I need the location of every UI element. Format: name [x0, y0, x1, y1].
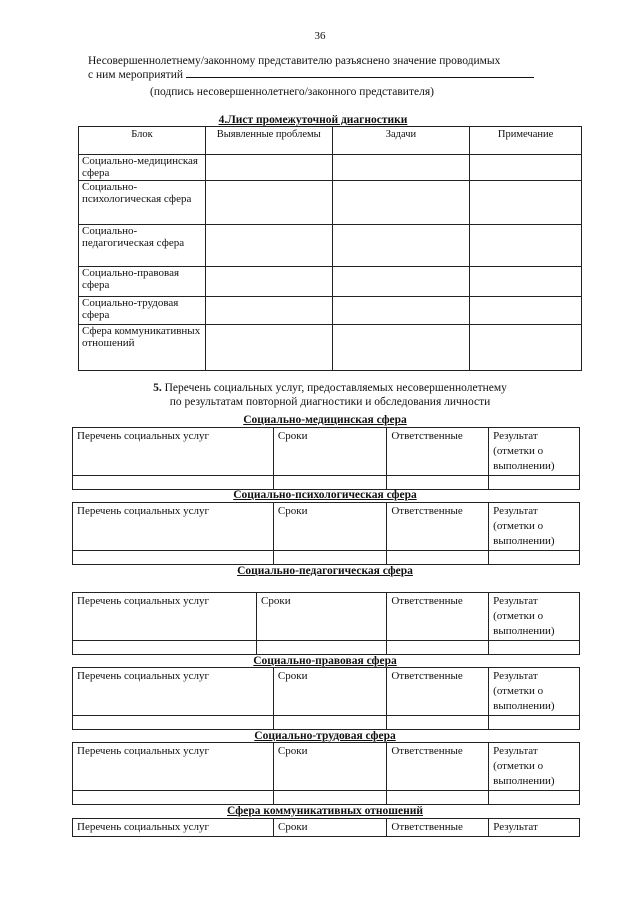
header-result: Результат [489, 819, 580, 837]
header-terms: Сроки [273, 743, 386, 791]
header-terms: Сроки [273, 819, 386, 837]
header-result: Результат (отметки о выполнении) [489, 743, 580, 791]
header-result: Результат (отметки о выполнении) [489, 428, 580, 476]
intro-text [88, 54, 558, 82]
header-result: Результат (отметки о выполнении) [489, 503, 580, 551]
intro-line-2 [88, 68, 558, 82]
header-tasks: Задачи [332, 127, 470, 155]
diagnostics-row-label: Сфера коммуникативных отношений [79, 325, 206, 371]
services-header-row [73, 819, 580, 837]
header-terms: Сроки [273, 428, 386, 476]
section-5-line-2: по результатам повторной диагностики и обследования личности [169, 396, 491, 408]
page-number: 36 [314, 30, 326, 42]
header-services-list: Перечень социальных услуг [73, 743, 274, 791]
services-table [72, 667, 580, 730]
header-responsible: Ответственные [387, 819, 489, 837]
header-responsible: Ответственные [387, 668, 489, 716]
sphere-title: Социально-психологическая сфера [233, 489, 417, 501]
diagnostics-row [79, 297, 582, 325]
header-services-list: Перечень социальных услуг [73, 593, 257, 641]
services-table [72, 502, 580, 565]
signature-line [186, 68, 534, 78]
section-5-line-1: Перечень социальных услуг, предоставляемых несовершеннолетнему [164, 382, 507, 394]
services-header-row [73, 428, 580, 476]
diagnostics-row-label: Социально-правовая сфера [79, 267, 206, 297]
services-table [72, 742, 580, 805]
sphere-title: Социально-медицинская сфера [243, 414, 407, 426]
header-responsible: Ответственные [387, 428, 489, 476]
header-services-list: Перечень социальных услуг [73, 668, 274, 716]
intro-line-2-text: с ним мероприятий [88, 69, 184, 81]
header-terms: Сроки [273, 668, 386, 716]
header-responsible: Ответственные [387, 743, 489, 791]
diagnostics-header-row [79, 127, 582, 155]
services-table [72, 592, 580, 655]
diagnostics-row-label: Социально-педагогическая сфера [79, 225, 206, 267]
services-row [73, 476, 580, 490]
header-responsible: Ответственные [387, 503, 489, 551]
diagnostics-row [79, 325, 582, 371]
services-table [72, 427, 580, 490]
services-row [73, 716, 580, 730]
services-header-row [73, 743, 580, 791]
services-header-row [73, 668, 580, 716]
header-services-list: Перечень социальных услуг [73, 503, 274, 551]
signature-caption: (подпись несовершеннолетнего/законного представителя) [150, 86, 434, 98]
header-result: Результат (отметки о выполнении) [489, 668, 580, 716]
diagnostics-row [79, 225, 582, 267]
header-notes: Примечание [470, 127, 582, 155]
header-terms: Сроки [257, 593, 387, 641]
header-services-list: Перечень социальных услуг [73, 819, 274, 837]
diagnostics-row-label: Социально-трудовая сфера [79, 297, 206, 325]
sphere-title: Социально-правовая сфера [253, 655, 397, 667]
sphere-title: Социально-педагогическая сфера [237, 565, 413, 577]
sphere-title: Социально-трудовая сфера [254, 730, 396, 742]
section-5-heading [110, 381, 550, 409]
services-table [72, 818, 580, 837]
diagnostics-row [79, 181, 582, 225]
header-responsible: Ответственные [387, 593, 489, 641]
diagnostics-row-label: Социально-медицинская сфера [79, 155, 206, 181]
header-terms: Сроки [273, 503, 386, 551]
services-row [73, 791, 580, 805]
services-header-row [73, 503, 580, 551]
diagnostics-row-label: Социально-психологическая сфера [79, 181, 206, 225]
sphere-title: Сфера коммуникативных отношений [227, 805, 423, 817]
services-row [73, 551, 580, 565]
diagnostics-row [79, 267, 582, 297]
header-services-list: Перечень социальных услуг [73, 428, 274, 476]
intro-line-1: Несовершеннолетнему/законному представителю разъяснено значение проводимых [88, 55, 501, 67]
header-result: Результат (отметки о выполнении) [489, 593, 580, 641]
services-row [73, 641, 580, 655]
services-header-row [73, 593, 580, 641]
header-block: Блок [79, 127, 206, 155]
diagnostics-table [78, 126, 582, 371]
header-problems: Выявленные проблемы [205, 127, 332, 155]
section-5-number: 5. [153, 382, 162, 394]
diagnostics-row [79, 155, 582, 181]
diagnostics-title: 4.Лист промежуточной диагностики [218, 114, 408, 126]
